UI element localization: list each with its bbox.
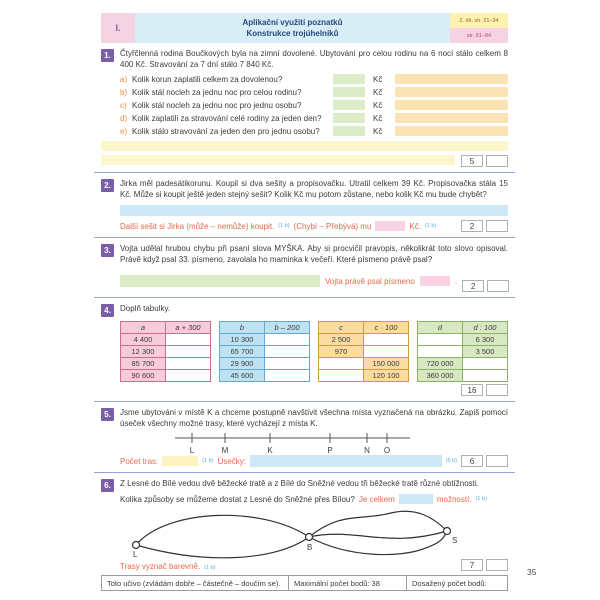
exercise-5	[101, 408, 508, 467]
table-cell-empty[interactable]	[418, 346, 463, 358]
exercise-4-title: Doplň tabulky.	[120, 304, 171, 313]
trails-figure[interactable]	[111, 505, 511, 559]
page-number: 35	[527, 567, 537, 577]
node-label: B	[307, 543, 313, 552]
earned-points-box[interactable]	[486, 155, 508, 167]
answer-field-yellow[interactable]	[162, 456, 198, 466]
count-label: Počet tras:	[120, 456, 159, 466]
column-header: c	[319, 322, 364, 334]
exercise-2-text: Jirka měl padesátikorunu. Koupil si dva sešity a propisovačku. Utratil celkem 39 Kč. Propisovačka stála 15 Kč. Může si koupit ještě jeden stejný sešit? Kolik Kč mu potom zůstane, nebo kolik Kč mu bude chybět?	[120, 179, 508, 199]
self-evaluation-bar	[101, 575, 508, 591]
question-row-d	[120, 112, 508, 124]
answer-field-green[interactable]	[333, 87, 365, 97]
max-points-box: 2	[461, 220, 483, 232]
answer-pre-label: Je celkem	[358, 494, 395, 504]
question-row-c	[120, 99, 508, 111]
page-header	[101, 13, 508, 43]
section-divider	[94, 297, 515, 298]
table-cell: 3 500	[463, 346, 508, 358]
answer-field-green[interactable]	[333, 113, 365, 123]
exercise-6-question-row	[120, 494, 508, 504]
question-letter: c)	[120, 100, 127, 110]
column-header: d : 100	[463, 322, 508, 334]
section-divider	[94, 237, 515, 238]
exercise-6	[101, 479, 508, 571]
node-label: L	[133, 550, 138, 559]
table-b	[219, 321, 310, 382]
node-label: S	[452, 536, 458, 545]
chapter-roman-numeral: I.	[101, 13, 135, 43]
max-points-total: Maximální počet bodů: 38	[288, 576, 406, 590]
table-cell: 12 300	[121, 346, 166, 358]
answer-field-pink[interactable]	[375, 221, 405, 231]
section-divider	[94, 472, 515, 473]
self-evaluation-label[interactable]: Toto učivo (zvládám dobře – částečně – doučím se).	[107, 578, 281, 588]
answer-field-green[interactable]	[333, 126, 365, 136]
answer-field-green[interactable]	[333, 74, 365, 84]
table-a	[120, 321, 211, 382]
fill-in-tables	[120, 321, 508, 382]
workbook-reference: str. 81–84	[450, 28, 508, 43]
table-cell-empty[interactable]	[166, 346, 211, 358]
table-cell-empty[interactable]	[364, 334, 409, 346]
section-divider	[94, 401, 515, 402]
unit-label: Kč	[373, 87, 383, 97]
column-header: a	[121, 322, 166, 334]
answer-line-blue[interactable]	[120, 205, 508, 216]
exercise-4-number: 4.	[101, 304, 114, 317]
page-references	[450, 13, 508, 43]
page-content	[101, 13, 508, 591]
points-badge: (1 b)	[278, 223, 290, 229]
table-cell-empty[interactable]	[319, 358, 364, 370]
question-text: Kolik stálo stravování za jeden den pro jednu osobu?	[132, 126, 320, 136]
number-line-figure	[120, 431, 490, 455]
table-cell-empty[interactable]	[166, 358, 211, 370]
exercise-1-text: Čtyřčlenná rodina Boučkových byla na zimní dovolené. Ubytování pro celou rodinu na 6 nocí stálo celkem 8 400 Kč. Stravování za 7 dní stálo 7 840 Kč.	[120, 49, 508, 69]
exercise-2	[101, 179, 508, 232]
exercise-5-text: Jsme ubytováni v místě K a chceme postupně navštívit všechna místa vyznačená na obrázku. Zapiš pomocí úseček všechny možné trasy, které vycházejí z místa K.	[120, 408, 508, 428]
question-letter: e)	[120, 126, 128, 136]
question-text: Kolik zaplatili za stravování celé rodiny za jeden den?	[132, 113, 322, 123]
table-cell: 10 300	[220, 334, 265, 346]
table-cell: 6 300	[463, 334, 508, 346]
table-cell: 2 500	[319, 334, 364, 346]
work-field-green[interactable]	[120, 275, 320, 287]
column-header: a + 300	[166, 322, 211, 334]
question-row-a	[120, 73, 508, 85]
answer-sentence-part2: (Chybí – Přebývá) mu	[293, 221, 372, 231]
exercise-3	[101, 244, 508, 292]
section-divider	[94, 172, 515, 173]
earned-points-box[interactable]	[486, 220, 508, 232]
work-field-orange[interactable]	[395, 100, 508, 110]
question-letter: a)	[120, 74, 128, 84]
table-d	[417, 321, 508, 382]
answer-field-pink[interactable]	[420, 276, 450, 286]
work-field-orange[interactable]	[395, 87, 508, 97]
textbook-reference: 2. díl, str. 21–34	[450, 13, 508, 28]
unit-label: Kč	[373, 74, 383, 84]
table-cell: 720 000	[418, 358, 463, 370]
score-area	[101, 384, 508, 396]
points-badge: (1 b)	[202, 458, 214, 464]
exercise-6-footer-row	[120, 559, 508, 571]
exercise-5-number: 5.	[101, 408, 114, 421]
column-header: c · 100	[364, 322, 409, 334]
max-points-box: 7	[461, 559, 483, 571]
exercise-1-number: 1.	[101, 49, 114, 62]
earned-points-box[interactable]	[486, 384, 508, 396]
earned-points-box[interactable]	[487, 280, 509, 292]
table-cell-empty[interactable]	[364, 346, 409, 358]
chapter-title	[135, 13, 450, 43]
question-text: Kolik stál nocleh za jednu noc pro celou rodinu?	[132, 87, 302, 97]
earned-points-box[interactable]	[486, 559, 508, 571]
table-cell-empty[interactable]	[265, 334, 310, 346]
table-cell-empty[interactable]	[265, 358, 310, 370]
exercise-3-answer-row	[120, 270, 508, 292]
work-field-orange[interactable]	[395, 126, 508, 136]
max-points-box: 2	[462, 280, 484, 292]
answer-field-blue[interactable]	[250, 455, 442, 467]
exercise-2-answer-row	[120, 220, 508, 232]
table-cell-empty[interactable]	[166, 370, 211, 382]
table-cell: 65 700	[220, 346, 265, 358]
unit-label: Kč	[373, 126, 383, 136]
answer-period: .	[454, 276, 458, 286]
table-cell-empty[interactable]	[463, 370, 508, 382]
exercise-1	[101, 49, 508, 167]
max-points-box: 5	[461, 155, 483, 167]
point-label: P	[327, 446, 333, 455]
points-badge: (1 b)	[204, 565, 216, 571]
question-text: Kolik korun zaplatili celkem za dovolenou?	[132, 74, 283, 84]
table-c	[318, 321, 409, 382]
answer-field-green[interactable]	[333, 100, 365, 110]
table-cell: 85 700	[121, 358, 166, 370]
unit-label: Kč	[373, 113, 383, 123]
points-badge: (1 b)	[475, 496, 487, 502]
question-text: Kolik stál nocleh za jednu noc pro jednu osobu?	[132, 100, 302, 110]
exercise-6-number: 6.	[101, 479, 114, 492]
work-field-orange[interactable]	[395, 74, 508, 84]
question-row-e	[120, 125, 508, 137]
table-cell-empty[interactable]	[319, 370, 364, 382]
question-row-b	[120, 86, 508, 98]
exercise-3-text: Vojta udělal hrubou chybu při psaní slova MYŠKA. Aby si procvičil pravopis, několikrát toto slovo opisoval. Právě když psal 33. písmeno, zavolala ho maminka k večeři. Které písmeno právě psal?	[120, 244, 508, 264]
point-label: M	[221, 446, 229, 455]
chapter-title-line1: Aplikační využití poznatků	[242, 18, 343, 27]
max-points-box: 6	[461, 455, 483, 467]
exercise-6-text2: Kolika způsoby se můžeme dostat z Lesné do Sněžné přes Bílou?	[120, 494, 355, 504]
unit-label: Kč	[373, 100, 383, 110]
question-letter: d)	[120, 113, 128, 123]
table-cell-empty[interactable]	[166, 334, 211, 346]
point-label: K	[267, 446, 273, 455]
achieved-points-label[interactable]: Dosažený počet bodů:	[406, 576, 507, 590]
table-cell: 4 400	[121, 334, 166, 346]
answer-label: Vojta právě psal písmeno	[325, 276, 415, 286]
table-cell: 360 000	[418, 370, 463, 382]
chapter-title-line2: Konstrukce trojúhelníků	[246, 29, 339, 38]
exercise-6-text1: Z Lesné do Bílé vedou dvě běžecké tratě a z Bílé do Sněžné vedou tři běžecké tratě různé obtížnosti.	[120, 479, 479, 488]
column-header: d	[418, 322, 463, 334]
max-points-box: 16	[461, 384, 483, 396]
work-field-orange[interactable]	[395, 113, 508, 123]
score-area	[101, 155, 508, 167]
exercise-3-number: 3.	[101, 244, 114, 257]
point-label: O	[383, 446, 391, 455]
table-cell-empty[interactable]	[265, 346, 310, 358]
table-cell: 90 600	[121, 370, 166, 382]
exercise-4	[101, 304, 508, 396]
table-cell-empty[interactable]	[418, 334, 463, 346]
exercise-5-answer-row	[120, 455, 508, 467]
question-letter: b)	[120, 87, 128, 97]
column-header: b	[220, 322, 265, 334]
table-cell: 970	[319, 346, 364, 358]
answer-post-label: možností.	[436, 494, 472, 504]
table-cell: 120 100	[364, 370, 409, 382]
answer-sentence-part3: Kč.	[409, 221, 421, 231]
segments-label: Úsečky:	[217, 456, 247, 466]
points-badge: (1 b)	[424, 223, 437, 229]
table-cell: 45 600	[220, 370, 265, 382]
exercise-2-number: 2.	[101, 179, 114, 192]
color-trails-label: Trasy vyznač barevně.	[120, 562, 201, 571]
answer-field-blue[interactable]	[399, 494, 433, 504]
table-cell-empty[interactable]	[265, 370, 310, 382]
points-badge: (5 b)	[445, 458, 457, 464]
writing-line[interactable]	[101, 141, 508, 151]
point-label: N	[364, 446, 370, 455]
answer-sentence-part1: Další sešit si Jirka (může – nemůže) koupit.	[120, 221, 275, 231]
table-cell-empty[interactable]	[463, 358, 508, 370]
table-cell: 150 000	[364, 358, 409, 370]
earned-points-box[interactable]	[486, 455, 508, 467]
table-cell: 29 900	[220, 358, 265, 370]
point-label: L	[189, 446, 195, 455]
column-header: b – 200	[265, 322, 310, 334]
